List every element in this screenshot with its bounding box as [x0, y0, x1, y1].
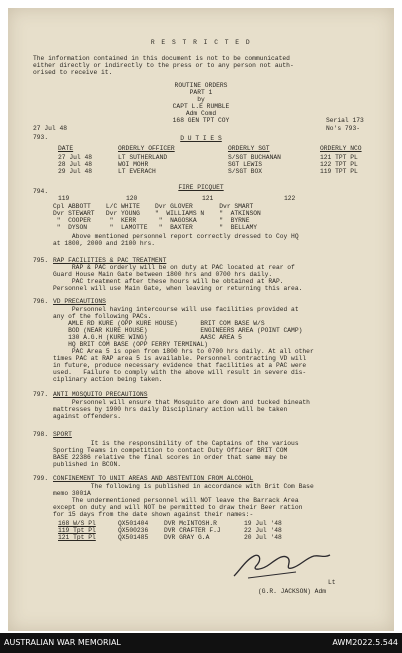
- title-by: by: [197, 96, 205, 103]
- sport-line: BASE 22386 relative the final scores in order that same may be: [53, 454, 288, 461]
- signature-name: (G.R. JACKSON) Adm: [258, 588, 327, 595]
- duty-date: 28 Jul 48: [58, 161, 93, 168]
- duty-officer: LT EVERACH: [118, 168, 156, 175]
- mosquito-line: Personnel will ensure that Mosquito are down and tucked bineath: [53, 399, 310, 406]
- precautions-line: 130 A.G.H (KURE WING) AASC AREA 5: [53, 334, 242, 341]
- sport-line: published in BCON.: [53, 461, 122, 468]
- duty-date: 29 Jul 48: [58, 168, 93, 175]
- order-date: 27 Jul 48: [33, 125, 68, 132]
- precautions-line: AMLE RD KURE (OPP KURE HOUSE) BRIT COM BASE W/S: [53, 320, 265, 327]
- precautions-line: PAC Area 5 is open from 1800 hrs to 0700 hrs daily. At all other: [53, 348, 314, 355]
- confinement-date: 19 Jul '48: [244, 520, 282, 527]
- precautions-line: in future, produce necessary evidence that facilities at a PAC were: [53, 362, 307, 369]
- title-routine-orders: ROUTINE ORDERS: [174, 82, 228, 89]
- precautions-line: BOD (NEAR KURE HOUSE) ENGINEERS AREA (POINT CAMP): [53, 327, 303, 334]
- duty-sgt: SGT LEWIS: [228, 161, 263, 168]
- rap-line: Guard House Main Gate between 1800 hrs and 0700 hrs daily.: [53, 271, 273, 278]
- notice-line-3: orised to receive it.: [33, 69, 113, 76]
- duty-nco: 121 TPT PL: [320, 154, 358, 161]
- confinement-unit: 119 Tpt Pl: [58, 527, 96, 534]
- confinement-date: 20 Jul '48: [244, 534, 282, 541]
- picquet-col-122: 122: [284, 195, 296, 202]
- title-part: PART 1: [189, 89, 213, 96]
- duty-sgt: S/SGT BOX: [228, 168, 263, 175]
- duties-col-sgt: ORDERLY SGT: [228, 145, 270, 152]
- picquet-line: " COOPER " KERR " NAGOSKA " BYRNE: [53, 217, 250, 224]
- duties-col-date: DATE: [58, 145, 74, 152]
- footer-accession-number: AWM2022.5.544: [332, 638, 398, 647]
- sport-line: Sporting Teams in competition to contact Duty Officer BRIT COM: [53, 447, 288, 454]
- confinement-name: DVR McINTOSH.R: [164, 520, 217, 527]
- notice-line-2: either directly or indirectly to the press or to any person not auth-: [33, 62, 294, 69]
- picquet-note: at 1800, 2000 and 2100 hrs.: [53, 240, 156, 247]
- sport-heading: SPORT: [53, 431, 72, 438]
- confinement-number: QX501485: [118, 534, 149, 541]
- picquet-line: Cpl ABBOTT L/C WHITE Dvr GLOVER Dvr SMART: [53, 203, 254, 210]
- duty-officer: LT SUTHERLAND: [118, 154, 168, 161]
- confinement-name: DVR CRAFTER F.J: [164, 527, 221, 534]
- rap-line: RAP & PAC orderly will be on duty at PAC located at rear of: [53, 264, 295, 271]
- section-number-796: 796.: [33, 298, 49, 305]
- sport-line: It is the responsibility of the Captains of the various: [53, 440, 299, 447]
- picquet-line: Dvr STEWART Dvr YOUNG " WILLIAMS N " ATKINSON: [53, 210, 261, 217]
- confinement-line: for 15 days from the date shown against their names:-: [53, 511, 254, 518]
- section-number-793: 793.: [33, 134, 49, 141]
- rap-heading: RAP FACILITIES & PAC TREATMENT: [53, 257, 167, 264]
- confinement-number: QX501404: [118, 520, 149, 527]
- archive-footer: [0, 633, 402, 653]
- signature-rank: Lt: [328, 579, 336, 586]
- picquet-col-121: 121: [202, 195, 214, 202]
- precautions-line: Personnel having intercourse will use facilities provided at: [53, 306, 299, 313]
- section-number-798: 798.: [33, 431, 49, 438]
- title-unit: 168 GEN TPT COY: [172, 117, 230, 124]
- confinement-number: QX500236: [118, 527, 149, 534]
- precautions-line: ciplinary action being taken.: [53, 376, 163, 383]
- confinement-line: The following is published in accordance with Brit Com Base: [53, 483, 314, 490]
- confinement-line: except on duty and will NOT be permitted to draw their Beer ration: [53, 504, 303, 511]
- mosquito-line: against offenders.: [53, 413, 122, 420]
- duties-col-nco: ORDERLY NCO: [320, 145, 362, 152]
- handwritten-signature: [226, 546, 336, 582]
- serial-number: Serial 173: [326, 117, 364, 124]
- rap-line: PAC treatment after these hours will be obtained at RAP.: [53, 278, 284, 285]
- picquet-col-119: 119: [58, 195, 70, 202]
- precautions-line: times PAC at RAP area 5 is available. Personnel contracting VD will: [53, 355, 307, 362]
- duties-col-officer: ORDERLY OFFICER: [118, 145, 175, 152]
- precautions-line: HQ BRIT COM BASE (OPP FERRY TERMINAL): [53, 341, 208, 348]
- confinement-line: The undermentioned personnel will NOT leave the Barrack Area: [53, 497, 299, 504]
- rap-line: Personnel will use Main Gate, when leaving or returning this area.: [53, 285, 303, 292]
- title-adm-comd: Adm Comd: [185, 110, 217, 117]
- precautions-line: any of the following PACs.: [53, 313, 152, 320]
- picquet-note: Above mentioned personnel report correctly dressed to Coy HQ: [53, 233, 299, 240]
- section-number-795: 795.: [33, 257, 49, 264]
- duty-date: 27 Jul 48: [58, 154, 93, 161]
- footer-institution: AUSTRALIAN WAR MEMORIAL: [4, 638, 121, 647]
- duty-sgt: S/SGT BUCHANAN: [228, 154, 281, 161]
- duties-heading: D U T I E S: [180, 135, 222, 142]
- notice-line-1: The information contained in this document is not to be communicated: [33, 55, 290, 62]
- order-numbers: No's 793-: [326, 125, 361, 132]
- confinement-heading: CONFINEMENT TO UNIT AREAS AND ABSTENTION FROM ALCOHOL: [53, 475, 254, 482]
- duty-nco: 122 TPT PL: [320, 161, 358, 168]
- picquet-line: " DYSON " LAMOTTE " BAXTER " BELLAMY: [53, 224, 258, 231]
- duty-nco: 119 TPT PL: [320, 168, 358, 175]
- confinement-name: DVR GRAY G.A: [164, 534, 210, 541]
- confinement-date: 22 Jul '48: [244, 527, 282, 534]
- mosquito-heading: ANTI MOSQUITO PRECAUTIONS: [53, 391, 148, 398]
- section-number-797: 797.: [33, 391, 49, 398]
- precautions-line: used. Failure to comply with the above will result in severe dis-: [53, 369, 307, 376]
- picquet-heading: FIRE PICQUET: [178, 184, 224, 191]
- document-page: [8, 8, 394, 631]
- confinement-line: memo 3001A: [53, 490, 91, 497]
- title-commander: CAPT L.E RUMBLE: [172, 103, 230, 110]
- section-number-794: 794.: [33, 188, 49, 195]
- confinement-unit: 168 W/S Pl: [58, 520, 96, 527]
- section-number-799: 799.: [33, 475, 49, 482]
- duty-officer: WOI MOHR: [118, 161, 149, 168]
- confinement-unit: 121 Tpt Pl: [58, 534, 96, 541]
- classification-heading: R E S T R I C T E D: [150, 39, 252, 46]
- precautions-heading: VD PRECAUTIONS: [53, 298, 106, 305]
- picquet-col-120: 120: [126, 195, 138, 202]
- mosquito-line: mattresses by 1900 hrs daily Disciplinary action will be taken: [53, 406, 288, 413]
